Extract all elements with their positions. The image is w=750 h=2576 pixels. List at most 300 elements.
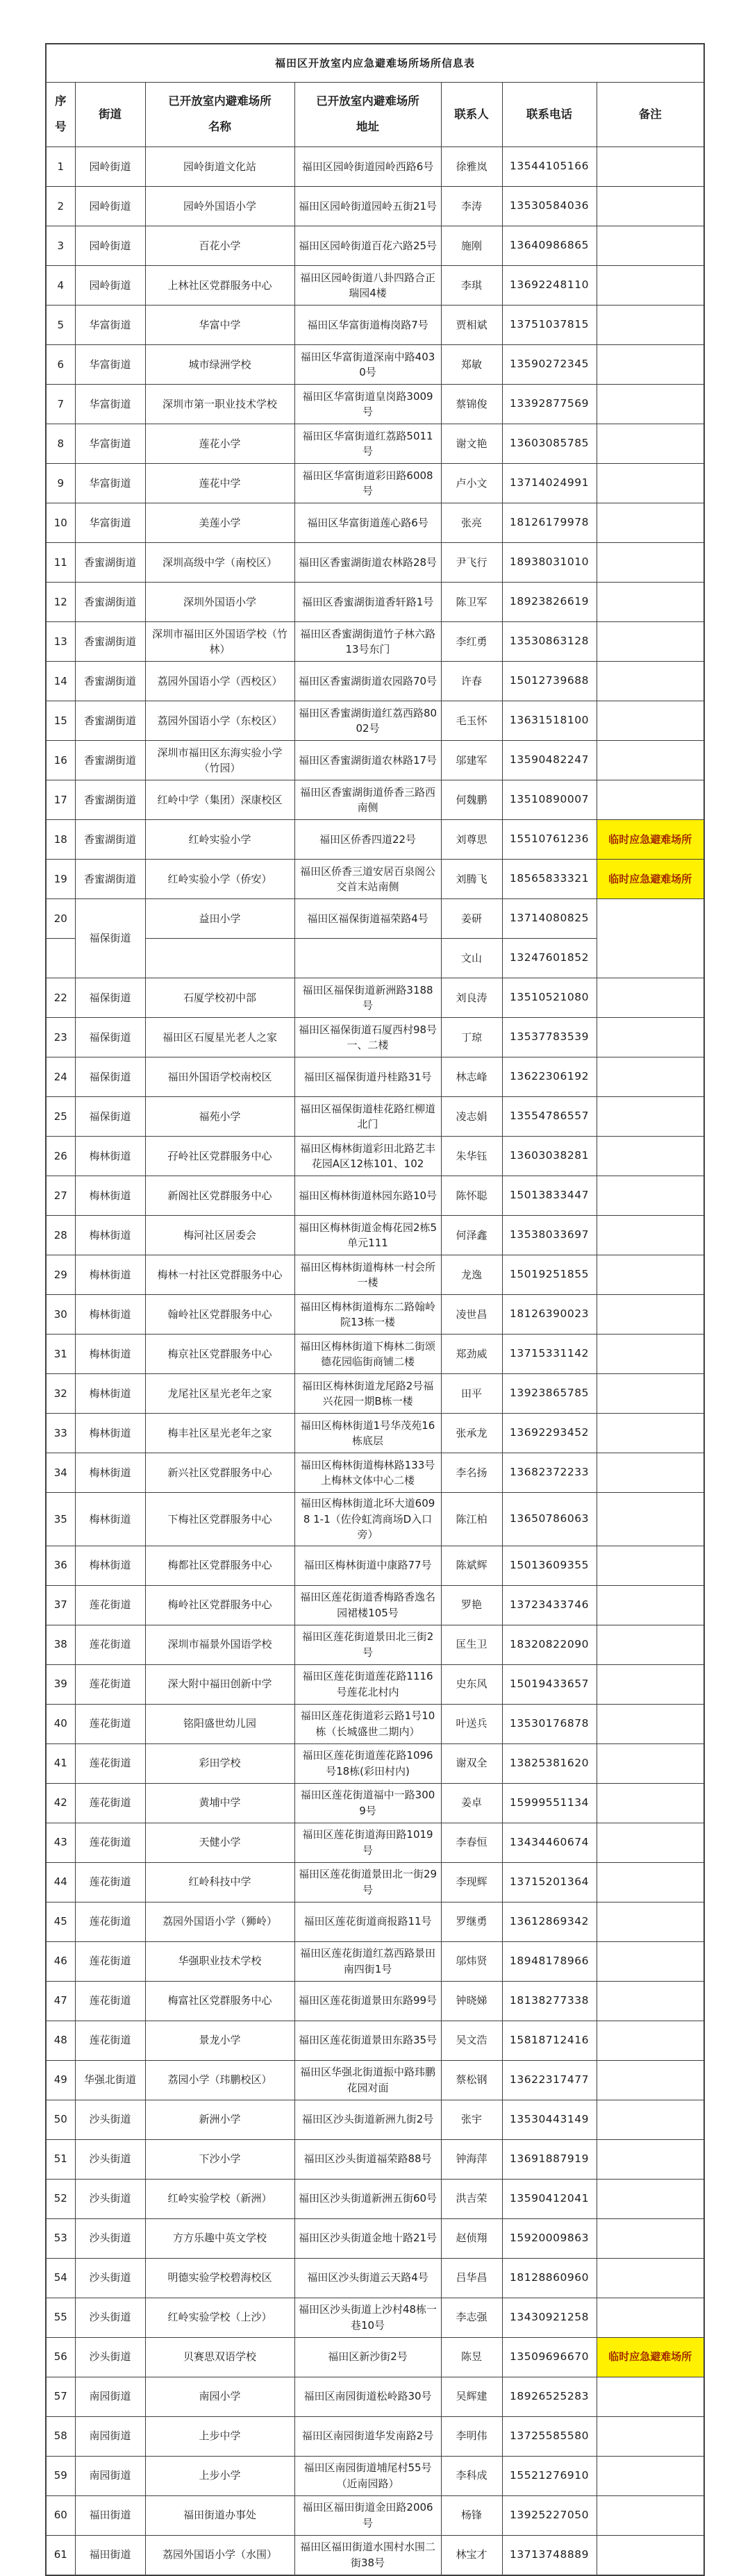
cell-phone: 13923865785 xyxy=(502,1374,597,1414)
cell-address: 福田区华富街道彩田路6008号 xyxy=(294,464,441,503)
cell-phone: 13430921258 xyxy=(502,2298,597,2337)
table-row xyxy=(46,147,704,187)
cell-name: 红岭实验学校（上沙） xyxy=(145,2298,294,2337)
table-row xyxy=(46,187,704,226)
title-row xyxy=(46,44,704,83)
cell-note xyxy=(597,2456,704,2495)
column-header-address xyxy=(294,83,441,147)
cell-street: 福保街道 xyxy=(75,1097,145,1137)
cell-phone: 13247601852 xyxy=(502,939,597,978)
cell-no: 54 xyxy=(46,2258,75,2298)
cell-contact: 吕华昌 xyxy=(441,2258,502,2298)
cell-no: 14 xyxy=(46,662,75,701)
cell-phone: 13825381620 xyxy=(502,1743,597,1783)
cell-name: 上林社区党群服务中心 xyxy=(145,266,294,306)
cell-note xyxy=(597,899,704,978)
cell-phone: 13509696670 xyxy=(502,2337,597,2377)
cell-address: 福田区梅林街道龙尾路2号福兴花园一期B栋一楼 xyxy=(294,1374,441,1414)
cell-phone: 15510761236 xyxy=(502,820,597,860)
cell-note xyxy=(597,2139,704,2179)
cell-contact: 蔡松钢 xyxy=(441,2060,502,2100)
column-header-note xyxy=(597,83,704,147)
header-row xyxy=(46,83,704,147)
cell-contact: 史东风 xyxy=(441,1664,502,1704)
cell-note xyxy=(597,1176,704,1216)
cell-name: 莲花小学 xyxy=(145,424,294,464)
cell-contact: 叶送兵 xyxy=(441,1704,502,1743)
cell-note xyxy=(597,662,704,701)
cell-name: 红岭科技中学 xyxy=(145,1862,294,1902)
table-row xyxy=(46,1176,704,1216)
column-header-line: 已开放室内避难场所 xyxy=(168,94,272,108)
table-row xyxy=(46,978,704,1018)
cell-street: 华强北街道 xyxy=(75,2060,145,2100)
column-header-line: 街道 xyxy=(99,107,122,121)
cell-contact: 李红勇 xyxy=(441,622,502,662)
cell-phone: 18128860960 xyxy=(502,2258,597,2298)
cell-street: 莲花街道 xyxy=(75,1625,145,1664)
cell-no: 15 xyxy=(46,701,75,741)
cell-name: 园岭街道文化站 xyxy=(145,147,294,187)
cell-contact: 田平 xyxy=(441,1374,502,1414)
table-row xyxy=(46,266,704,306)
cell-no: 29 xyxy=(46,1255,75,1295)
cell-note xyxy=(597,1097,704,1137)
column-header-line: 联系人 xyxy=(454,107,489,121)
cell-street: 沙头街道 xyxy=(75,2139,145,2179)
cell-note xyxy=(597,1704,704,1743)
table-row xyxy=(46,306,704,345)
cell-address: 福田区园岭街道八卦四路合正瑞园4楼 xyxy=(294,266,441,306)
cell-name xyxy=(145,939,294,978)
column-header-name xyxy=(145,83,294,147)
cell-contact: 郑敏 xyxy=(441,345,502,385)
table-row xyxy=(46,2377,704,2416)
column-header-street xyxy=(75,83,145,147)
cell-name: 方方乐趣中英文学校 xyxy=(145,2218,294,2258)
cell-address: 福田区香蜜湖街道农园路70号 xyxy=(294,662,441,701)
column-header-phone xyxy=(502,83,597,147)
cell-name: 梅丰社区星光老年之家 xyxy=(145,1414,294,1453)
cell-phone: 13510521080 xyxy=(502,978,597,1018)
table-row xyxy=(46,543,704,583)
table-row xyxy=(46,1704,704,1743)
cell-address: 福田区福田街道水围村水围二街38号 xyxy=(294,2535,441,2575)
table-row xyxy=(46,1981,704,2021)
cell-contact: 凌世昌 xyxy=(441,1295,502,1335)
cell-note xyxy=(597,266,704,306)
cell-note: 临时应急避难场所 xyxy=(597,820,704,860)
cell-address: 福田区福保街道福荣路4号 xyxy=(294,899,441,939)
cell-contact: 洪吉荣 xyxy=(441,2179,502,2218)
table-row xyxy=(46,464,704,503)
cell-no: 50 xyxy=(46,2100,75,2139)
cell-contact: 陈昱 xyxy=(441,2337,502,2377)
table-row xyxy=(46,1374,704,1414)
cell-name: 深圳市福景外国语学校 xyxy=(145,1625,294,1664)
column-header-lines xyxy=(599,85,703,144)
cell-street: 莲花街道 xyxy=(75,1743,145,1783)
cell-name: 深圳市第一职业技术学校 xyxy=(145,385,294,424)
cell-street: 福保街道 xyxy=(75,899,145,978)
table-row xyxy=(46,1585,704,1625)
cell-phone: 18138277338 xyxy=(502,1981,597,2021)
cell-no: 46 xyxy=(46,1941,75,1981)
cell-contact: 凌志娟 xyxy=(441,1097,502,1137)
cell-no: 40 xyxy=(46,1704,75,1743)
cell-note xyxy=(597,2298,704,2337)
cell-phone: 18320822090 xyxy=(502,1625,597,1664)
cell-phone: 13554786557 xyxy=(502,1097,597,1137)
table-row xyxy=(46,1493,704,1546)
cell-street: 福田街道 xyxy=(75,2535,145,2575)
cell-note xyxy=(597,345,704,385)
cell-contact: 陈卫军 xyxy=(441,583,502,622)
cell-address: 福田区香蜜湖街道农林路28号 xyxy=(294,543,441,583)
cell-note xyxy=(597,306,704,345)
cell-phone: 15012739688 xyxy=(502,662,597,701)
cell-note xyxy=(597,147,704,187)
cell-contact: 杨锋 xyxy=(441,2495,502,2535)
cell-contact: 许春 xyxy=(441,662,502,701)
cell-phone: 15521276910 xyxy=(502,2456,597,2495)
cell-street: 华富街道 xyxy=(75,464,145,503)
cell-no: 12 xyxy=(46,583,75,622)
cell-no xyxy=(46,939,75,978)
cell-note xyxy=(597,2495,704,2535)
cell-phone: 13510890007 xyxy=(502,780,597,820)
table-row xyxy=(46,2021,704,2060)
cell-note xyxy=(597,1057,704,1097)
table-row xyxy=(46,1414,704,1453)
cell-note xyxy=(597,1335,704,1374)
cell-name: 梅林一村社区党群服务中心 xyxy=(145,1255,294,1295)
cell-name: 孖岭社区党群服务中心 xyxy=(145,1137,294,1176)
cell-name: 深圳市福田区外国语学校（竹林） xyxy=(145,622,294,662)
cell-no: 52 xyxy=(46,2179,75,2218)
cell-address: 福田区侨香四道22号 xyxy=(294,820,441,860)
cell-no: 58 xyxy=(46,2416,75,2456)
cell-note xyxy=(597,2179,704,2218)
cell-street: 莲花街道 xyxy=(75,1585,145,1625)
cell-phone: 15013833447 xyxy=(502,1176,597,1216)
cell-contact: 徐雅岚 xyxy=(441,147,502,187)
cell-no: 9 xyxy=(46,464,75,503)
cell-no: 22 xyxy=(46,978,75,1018)
cell-no: 51 xyxy=(46,2139,75,2179)
cell-address: 福田区莲花街道彩云路1号10栋（长城盛世二期内） xyxy=(294,1704,441,1743)
table-row xyxy=(46,1018,704,1057)
cell-street: 莲花街道 xyxy=(75,1902,145,1941)
cell-name: 荔园小学（玮鹏校区） xyxy=(145,2060,294,2100)
cell-address: 福田区园岭街道园岭五街21号 xyxy=(294,187,441,226)
column-header-lines xyxy=(297,85,440,144)
cell-name: 新阁社区党群服务中心 xyxy=(145,1176,294,1216)
cell-contact: 李科成 xyxy=(441,2456,502,2495)
cell-no: 13 xyxy=(46,622,75,662)
cell-address: 福田区香蜜湖街道香轩路1号 xyxy=(294,583,441,622)
cell-street: 园岭街道 xyxy=(75,187,145,226)
table-row xyxy=(46,1057,704,1097)
cell-name: 荔园外国语小学（狮岭） xyxy=(145,1902,294,1941)
column-header-lines xyxy=(443,85,501,144)
cell-contact: 刘良涛 xyxy=(441,978,502,1018)
cell-no: 30 xyxy=(46,1295,75,1335)
table-row xyxy=(46,2139,704,2179)
cell-note xyxy=(597,187,704,226)
cell-phone: 13925227050 xyxy=(502,2495,597,2535)
cell-street: 梅林街道 xyxy=(75,1335,145,1374)
cell-contact: 李现辉 xyxy=(441,1862,502,1902)
cell-street: 华富街道 xyxy=(75,503,145,543)
cell-name: 新兴社区党群服务中心 xyxy=(145,1453,294,1493)
table-row xyxy=(46,780,704,820)
cell-no: 39 xyxy=(46,1664,75,1704)
cell-address: 福田区沙头街道金地十路21号 xyxy=(294,2218,441,2258)
cell-no: 60 xyxy=(46,2495,75,2535)
cell-contact: 毛玉怀 xyxy=(441,701,502,741)
cell-name: 益田小学 xyxy=(145,899,294,939)
cell-note xyxy=(597,1216,704,1255)
cell-address: 福田区福保街道新洲路3188号 xyxy=(294,978,441,1018)
cell-contact: 文山 xyxy=(441,939,502,978)
cell-no: 24 xyxy=(46,1057,75,1097)
cell-phone: 13713748889 xyxy=(502,2535,597,2575)
cell-street: 梅林街道 xyxy=(75,1216,145,1255)
cell-address: 福田区香蜜湖街道侨香三路西南侧 xyxy=(294,780,441,820)
cell-name: 翰岭社区党群服务中心 xyxy=(145,1295,294,1335)
cell-contact: 张宇 xyxy=(441,2100,502,2139)
column-header-lines xyxy=(77,85,144,144)
cell-no: 19 xyxy=(46,860,75,899)
cell-address: 福田区莲花街道香梅路香逸名园裙楼105号 xyxy=(294,1585,441,1625)
table-row xyxy=(46,503,704,543)
cell-no: 59 xyxy=(46,2456,75,2495)
cell-address: 福田区华富街道红荔路5011号 xyxy=(294,424,441,464)
cell-phone: 15013609355 xyxy=(502,1546,597,1585)
cell-no: 2 xyxy=(46,187,75,226)
cell-no: 48 xyxy=(46,2021,75,2060)
table-row xyxy=(46,1862,704,1902)
cell-name: 铭阳盛世幼儿园 xyxy=(145,1704,294,1743)
cell-phone: 13715201364 xyxy=(502,1862,597,1902)
cell-phone: 13640986865 xyxy=(502,226,597,266)
cell-contact: 钟海萍 xyxy=(441,2139,502,2179)
table-row xyxy=(46,820,704,860)
cell-note xyxy=(597,2218,704,2258)
cell-phone: 13682372233 xyxy=(502,1453,597,1493)
cell-name: 新洲小学 xyxy=(145,2100,294,2139)
cell-street: 莲花街道 xyxy=(75,1704,145,1743)
cell-note xyxy=(597,1862,704,1902)
cell-no: 7 xyxy=(46,385,75,424)
cell-name: 下沙小学 xyxy=(145,2139,294,2179)
cell-phone: 13612869342 xyxy=(502,1902,597,1941)
table-row xyxy=(46,662,704,701)
cell-phone: 15019433657 xyxy=(502,1664,597,1704)
cell-street: 梅林街道 xyxy=(75,1493,145,1546)
table-row xyxy=(46,1216,704,1255)
cell-phone: 13723433746 xyxy=(502,1585,597,1625)
cell-street: 梅林街道 xyxy=(75,1137,145,1176)
table-row xyxy=(46,2060,704,2100)
cell-address: 福田区莲花街道莲花路1096号18栋(彩田村内) xyxy=(294,1743,441,1783)
cell-address: 福田区香蜜湖街道竹子林六路13号东门 xyxy=(294,622,441,662)
cell-note xyxy=(597,1981,704,2021)
cell-street: 香蜜湖街道 xyxy=(75,543,145,583)
cell-no: 28 xyxy=(46,1216,75,1255)
column-header-lines xyxy=(147,85,293,144)
cell-no: 61 xyxy=(46,2535,75,2575)
cell-name: 梅都社区党群服务中心 xyxy=(145,1546,294,1585)
cell-street: 莲花街道 xyxy=(75,1862,145,1902)
cell-contact: 郑劲威 xyxy=(441,1335,502,1374)
cell-address: 福田区梅林街道1号华茂苑16栋底层 xyxy=(294,1414,441,1453)
cell-street: 梅林街道 xyxy=(75,1255,145,1295)
cell-no: 34 xyxy=(46,1453,75,1493)
cell-no: 38 xyxy=(46,1625,75,1664)
column-header-line: 号 xyxy=(55,120,67,134)
cell-contact: 张承龙 xyxy=(441,1414,502,1453)
cell-phone: 13590272345 xyxy=(502,345,597,385)
cell-phone: 13434460674 xyxy=(502,1823,597,1862)
cell-street: 梅林街道 xyxy=(75,1295,145,1335)
cell-name: 深大附中福田创新中学 xyxy=(145,1664,294,1704)
cell-street: 梅林街道 xyxy=(75,1176,145,1216)
cell-address: 福田区华富街道皇岗路3009号 xyxy=(294,385,441,424)
cell-address: 福田区梅林街道金梅花园2栋5单元111 xyxy=(294,1216,441,1255)
cell-street: 梅林街道 xyxy=(75,1546,145,1585)
cell-name: 红岭实验学校（新洲） xyxy=(145,2179,294,2218)
cell-no: 10 xyxy=(46,503,75,543)
cell-contact: 邬炜贤 xyxy=(441,1941,502,1981)
cell-note: 临时应急避难场所 xyxy=(597,860,704,899)
cell-name: 福苑小学 xyxy=(145,1097,294,1137)
cell-name: 城市绿洲学校 xyxy=(145,345,294,385)
cell-address: 福田区侨香三道安居百泉阁公交首末站南侧 xyxy=(294,860,441,899)
cell-name: 荔园外国语小学（水围） xyxy=(145,2535,294,2575)
table-row xyxy=(46,345,704,385)
cell-street: 华富街道 xyxy=(75,345,145,385)
page-title: 福田区开放室内应急避难场所场所信息表 xyxy=(46,44,704,83)
cell-street: 香蜜湖街道 xyxy=(75,583,145,622)
cell-contact: 贾相斌 xyxy=(441,306,502,345)
shelter-table xyxy=(45,43,705,2576)
cell-contact: 邬建军 xyxy=(441,741,502,780)
cell-phone: 18923826619 xyxy=(502,583,597,622)
cell-address: 福田区莲花街道景田东路99号 xyxy=(294,1981,441,2021)
cell-street: 福保街道 xyxy=(75,1018,145,1057)
cell-note xyxy=(597,1295,704,1335)
cell-street: 园岭街道 xyxy=(75,147,145,187)
cell-address: 福田区沙头街道上沙村48栋一巷10号 xyxy=(294,2298,441,2337)
cell-street: 南园街道 xyxy=(75,2377,145,2416)
table-row xyxy=(46,1255,704,1295)
cell-note xyxy=(597,1018,704,1057)
cell-contact: 龙逸 xyxy=(441,1255,502,1295)
cell-contact: 谢文艳 xyxy=(441,424,502,464)
table-row xyxy=(46,1823,704,1862)
cell-contact: 陈斌辉 xyxy=(441,1546,502,1585)
cell-phone: 13692248110 xyxy=(502,266,597,306)
cell-note xyxy=(597,2258,704,2298)
cell-address: 福田区南园街道埔尾村55号（近南园路） xyxy=(294,2456,441,2495)
table-row xyxy=(46,1941,704,1981)
document-page xyxy=(45,43,703,2576)
cell-phone: 13751037815 xyxy=(502,306,597,345)
table-row xyxy=(46,701,704,741)
cell-street: 香蜜湖街道 xyxy=(75,622,145,662)
cell-street: 园岭街道 xyxy=(75,266,145,306)
cell-contact: 钟晓娣 xyxy=(441,1981,502,2021)
column-header-line: 名称 xyxy=(208,120,231,134)
table-row xyxy=(46,1664,704,1704)
cell-note xyxy=(597,1453,704,1493)
cell-contact: 朱华钰 xyxy=(441,1137,502,1176)
cell-note xyxy=(597,583,704,622)
cell-address: 福田区沙头街道新洲五街60号 xyxy=(294,2179,441,2218)
cell-name: 龙尾社区星光老年之家 xyxy=(145,1374,294,1414)
table-row xyxy=(46,1335,704,1374)
cell-contact: 李名扬 xyxy=(441,1453,502,1493)
table-row xyxy=(46,860,704,899)
cell-name: 美莲小学 xyxy=(145,503,294,543)
cell-note xyxy=(597,2416,704,2456)
cell-phone: 13530176878 xyxy=(502,1704,597,1743)
cell-phone: 13714080825 xyxy=(502,899,597,939)
cell-name: 下梅社区党群服务中心 xyxy=(145,1493,294,1546)
cell-no: 32 xyxy=(46,1374,75,1414)
cell-address: 福田区香蜜湖街道红荔西路8002号 xyxy=(294,701,441,741)
cell-note xyxy=(597,1743,704,1783)
cell-street: 梅林街道 xyxy=(75,1453,145,1493)
cell-note xyxy=(597,780,704,820)
column-header-contact xyxy=(441,83,502,147)
cell-phone: 13590412041 xyxy=(502,2179,597,2218)
cell-contact: 陈江柏 xyxy=(441,1493,502,1546)
cell-no: 41 xyxy=(46,1743,75,1783)
cell-address: 福田区华富街道梅岗路7号 xyxy=(294,306,441,345)
cell-street: 香蜜湖街道 xyxy=(75,701,145,741)
table-row xyxy=(46,1295,704,1335)
cell-name: 华强职业技术学校 xyxy=(145,1941,294,1981)
cell-street: 沙头街道 xyxy=(75,2100,145,2139)
cell-name: 上步小学 xyxy=(145,2456,294,2495)
cell-address: 福田区新沙街2号 xyxy=(294,2337,441,2377)
cell-phone: 13725585580 xyxy=(502,2416,597,2456)
cell-street: 莲花街道 xyxy=(75,1664,145,1704)
cell-no: 45 xyxy=(46,1902,75,1941)
cell-contact: 谢双全 xyxy=(441,1743,502,1783)
table-row xyxy=(46,1137,704,1176)
cell-street: 莲花街道 xyxy=(75,1783,145,1823)
cell-street: 莲花街道 xyxy=(75,1823,145,1862)
cell-note xyxy=(597,543,704,583)
cell-street: 香蜜湖街道 xyxy=(75,741,145,780)
cell-note xyxy=(597,622,704,662)
cell-address: 福田区沙头街道新洲九街2号 xyxy=(294,2100,441,2139)
cell-contact: 林志峰 xyxy=(441,1057,502,1097)
table-row xyxy=(46,2456,704,2495)
cell-note xyxy=(597,1625,704,1664)
cell-note xyxy=(597,741,704,780)
table-row xyxy=(46,226,704,266)
cell-contact: 李春恒 xyxy=(441,1823,502,1862)
cell-no: 35 xyxy=(46,1493,75,1546)
cell-street: 福保街道 xyxy=(75,1057,145,1097)
cell-contact: 李志强 xyxy=(441,2298,502,2337)
cell-address: 福田区莲花街道福中一路3009号 xyxy=(294,1783,441,1823)
